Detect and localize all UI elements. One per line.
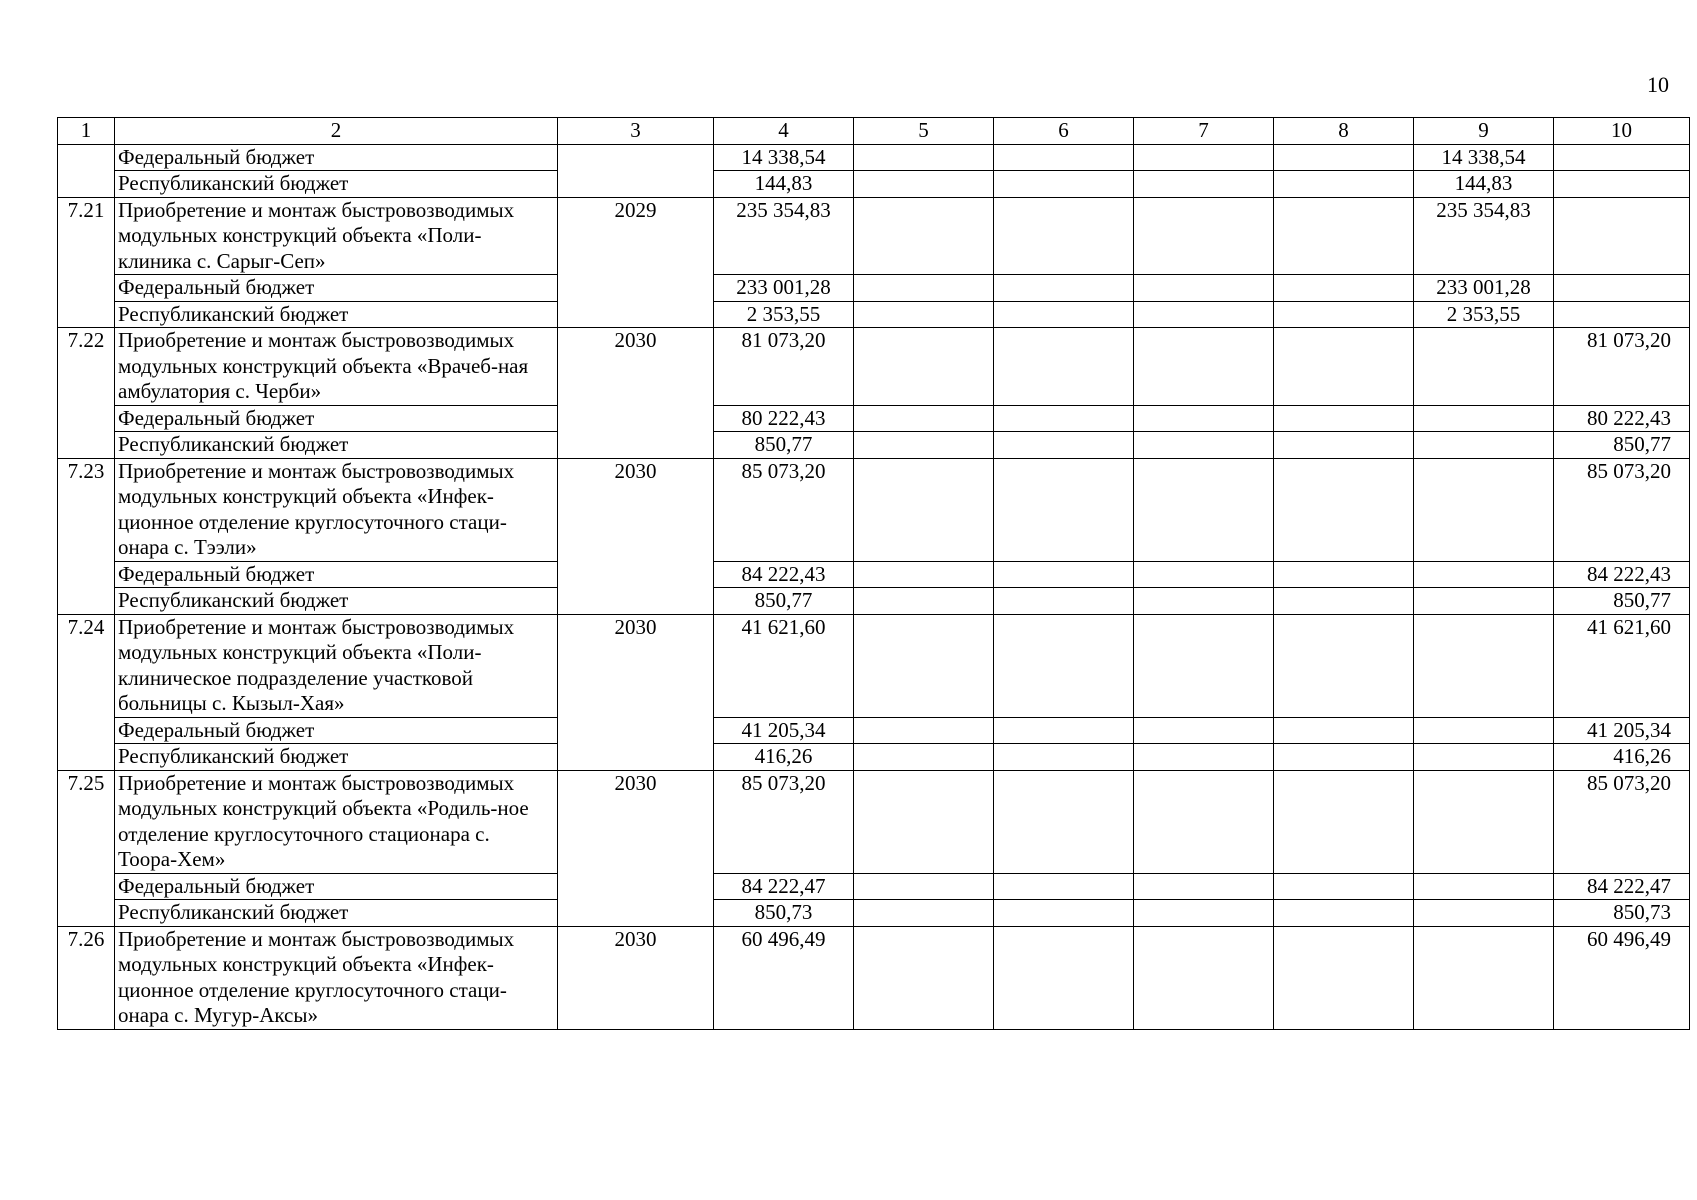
empty-cell — [1134, 926, 1274, 1029]
empty-cell — [854, 432, 994, 459]
empty-cell — [1274, 588, 1414, 615]
republic-budget-label: Республиканский бюджет — [115, 744, 558, 771]
value-cell: 41 621,60 — [714, 614, 854, 717]
federal-budget-label: Федеральный бюджет — [115, 873, 558, 900]
empty-cell — [1134, 328, 1274, 406]
item-number: 7.21 — [58, 197, 115, 328]
empty-cell — [1274, 432, 1414, 459]
column-header: 4 — [714, 118, 854, 145]
value-cell — [1414, 458, 1554, 561]
value-cell — [1414, 770, 1554, 873]
budget-table — [57, 117, 1690, 1030]
column-header: 7 — [1134, 118, 1274, 145]
empty-cell — [994, 197, 1134, 275]
empty-cell — [994, 873, 1134, 900]
empty-cell — [1134, 405, 1274, 432]
empty-cell — [994, 926, 1134, 1029]
column-header: 5 — [854, 118, 994, 145]
table-header-row — [58, 118, 1690, 145]
empty-cell — [854, 301, 994, 328]
value-cell: 2 353,55 — [714, 301, 854, 328]
item-description: Приобретение и монтаж быстровозводимых модульных конструкций объекта «Родиль-ное отделение круглосуточного стационара с. Тоора-Хем» — [115, 770, 558, 873]
empty-cell — [854, 197, 994, 275]
empty-cell — [1554, 171, 1690, 198]
empty-cell — [1134, 144, 1274, 171]
value-cell: 416,26 — [1554, 744, 1690, 771]
value-cell — [1414, 561, 1554, 588]
value-cell: 235 354,83 — [1414, 197, 1554, 275]
empty-cell — [558, 144, 714, 197]
value-cell — [1414, 588, 1554, 615]
value-cell — [1414, 926, 1554, 1029]
value-cell — [1414, 873, 1554, 900]
page-number: 10 — [1647, 72, 1669, 97]
empty-cell — [854, 588, 994, 615]
empty-cell — [854, 144, 994, 171]
item-year: 2030 — [558, 458, 714, 614]
value-cell: 80 222,43 — [1554, 405, 1690, 432]
table-row — [58, 144, 1690, 171]
republic-budget-label: Республиканский бюджет — [115, 432, 558, 459]
value-cell: 144,83 — [1414, 171, 1554, 198]
value-cell — [1414, 900, 1554, 927]
federal-budget-label: Федеральный бюджет — [115, 405, 558, 432]
empty-cell — [1134, 873, 1274, 900]
empty-cell — [1274, 770, 1414, 873]
column-header: 10 — [1554, 118, 1690, 145]
value-cell: 850,73 — [1554, 900, 1690, 927]
item-year: 2030 — [558, 770, 714, 926]
item-year: 2030 — [558, 328, 714, 459]
value-cell — [1554, 275, 1690, 302]
value-cell: 84 222,43 — [1554, 561, 1690, 588]
empty-cell — [1274, 458, 1414, 561]
value-cell: 84 222,43 — [714, 561, 854, 588]
value-cell: 81 073,20 — [714, 328, 854, 406]
empty-cell — [994, 144, 1134, 171]
column-header: 1 — [58, 118, 115, 145]
table-row — [58, 588, 1690, 615]
empty-cell — [1134, 900, 1274, 927]
table-row — [58, 900, 1690, 927]
value-cell: 41 205,34 — [714, 717, 854, 744]
table-row — [58, 171, 1690, 198]
value-cell — [1414, 432, 1554, 459]
value-cell: 60 496,49 — [714, 926, 854, 1029]
value-cell — [1554, 197, 1690, 275]
column-header: 8 — [1274, 118, 1414, 145]
empty-cell — [854, 717, 994, 744]
empty-cell — [994, 458, 1134, 561]
empty-cell — [1134, 614, 1274, 717]
value-cell — [1554, 301, 1690, 328]
value-cell: 85 073,20 — [714, 770, 854, 873]
empty-cell — [1274, 171, 1414, 198]
empty-cell — [994, 717, 1134, 744]
empty-cell — [994, 301, 1134, 328]
empty-cell — [994, 328, 1134, 406]
empty-cell — [994, 744, 1134, 771]
empty-cell — [1274, 873, 1414, 900]
item-number: 7.23 — [58, 458, 115, 614]
table-row — [58, 275, 1690, 302]
empty-cell — [1554, 144, 1690, 171]
table-row — [58, 770, 1690, 873]
column-header: 3 — [558, 118, 714, 145]
empty-cell — [1274, 926, 1414, 1029]
empty-cell — [994, 770, 1134, 873]
value-cell: 85 073,20 — [1554, 458, 1690, 561]
item-description: Приобретение и монтаж быстровозводимых модульных конструкций объекта «Инфек-ционное отделение круглосуточного стаци-онара с. Мугур-Аксы» — [115, 926, 558, 1029]
item-year: 2030 — [558, 926, 714, 1029]
empty-cell — [854, 328, 994, 406]
table-row — [58, 561, 1690, 588]
empty-cell — [1274, 328, 1414, 406]
table-row — [58, 458, 1690, 561]
empty-cell — [994, 614, 1134, 717]
empty-cell — [1274, 900, 1414, 927]
item-year: 2030 — [558, 614, 714, 770]
table-row — [58, 614, 1690, 717]
value-cell: 60 496,49 — [1554, 926, 1690, 1029]
item-description: Приобретение и монтаж быстровозводимых модульных конструкций объекта «Инфек-ционное отделение круглосуточного стаци-онара с. Тээли» — [115, 458, 558, 561]
value-cell: 41 205,34 — [1554, 717, 1690, 744]
table-row — [58, 717, 1690, 744]
republic-budget-label: Республиканский бюджет — [115, 900, 558, 927]
item-description: Приобретение и монтаж быстровозводимых модульных конструкций объекта «Поли-клиника с. Сарыг-Сеп» — [115, 197, 558, 275]
federal-budget-label: Федеральный бюджет — [115, 275, 558, 302]
empty-cell — [1274, 561, 1414, 588]
value-cell — [1414, 717, 1554, 744]
empty-cell — [1134, 432, 1274, 459]
empty-cell — [854, 873, 994, 900]
empty-cell — [854, 275, 994, 302]
empty-cell — [854, 614, 994, 717]
empty-cell — [1274, 144, 1414, 171]
empty-cell — [1274, 717, 1414, 744]
empty-cell — [994, 432, 1134, 459]
empty-cell — [994, 275, 1134, 302]
republic-budget-label: Республиканский бюджет — [115, 301, 558, 328]
item-number: 7.22 — [58, 328, 115, 459]
table-row — [58, 405, 1690, 432]
empty-cell — [1134, 301, 1274, 328]
value-cell: 144,83 — [714, 171, 854, 198]
value-cell — [1414, 614, 1554, 717]
empty-cell — [854, 900, 994, 927]
table-row — [58, 873, 1690, 900]
value-cell: 85 073,20 — [1554, 770, 1690, 873]
empty-cell — [1134, 744, 1274, 771]
value-cell: 850,73 — [714, 900, 854, 927]
column-header: 9 — [1414, 118, 1554, 145]
empty-cell — [994, 405, 1134, 432]
value-cell: 2 353,55 — [1414, 301, 1554, 328]
table-row — [58, 301, 1690, 328]
empty-cell — [854, 458, 994, 561]
empty-cell — [1274, 301, 1414, 328]
column-header: 6 — [994, 118, 1134, 145]
empty-cell — [994, 588, 1134, 615]
federal-budget-label: Федеральный бюджет — [115, 561, 558, 588]
empty-cell — [854, 171, 994, 198]
value-cell: 233 001,28 — [714, 275, 854, 302]
value-cell — [1414, 744, 1554, 771]
item-description: Приобретение и монтаж быстровозводимых модульных конструкций объекта «Поли-клиническое подразделение участковой больницы с. Кызыл-Хая» — [115, 614, 558, 717]
empty-cell — [994, 171, 1134, 198]
table-row — [58, 197, 1690, 275]
empty-cell — [1134, 171, 1274, 198]
item-year: 2029 — [558, 197, 714, 328]
empty-cell — [1134, 588, 1274, 615]
column-header: 2 — [115, 118, 558, 145]
value-cell: 850,77 — [714, 432, 854, 459]
empty-cell — [1274, 614, 1414, 717]
value-cell: 84 222,47 — [714, 873, 854, 900]
empty-cell — [994, 561, 1134, 588]
value-cell: 850,77 — [1554, 432, 1690, 459]
empty-cell — [854, 561, 994, 588]
value-cell: 14 338,54 — [1414, 144, 1554, 171]
empty-cell — [1274, 197, 1414, 275]
value-cell: 85 073,20 — [714, 458, 854, 561]
empty-cell — [1134, 275, 1274, 302]
empty-cell — [1134, 717, 1274, 744]
value-cell: 84 222,47 — [1554, 873, 1690, 900]
item-number: 7.25 — [58, 770, 115, 926]
empty-cell — [1134, 770, 1274, 873]
republic-budget-label: Республиканский бюджет — [115, 588, 558, 615]
value-cell: 850,77 — [1554, 588, 1690, 615]
item-description: Приобретение и монтаж быстровозводимых модульных конструкций объекта «Врачеб-ная амбулатория с. Черби» — [115, 328, 558, 406]
table-row — [58, 744, 1690, 771]
empty-cell — [58, 144, 115, 197]
item-number: 7.26 — [58, 926, 115, 1029]
value-cell: 41 621,60 — [1554, 614, 1690, 717]
value-cell: 81 073,20 — [1554, 328, 1690, 406]
value-cell: 80 222,43 — [714, 405, 854, 432]
empty-cell — [854, 926, 994, 1029]
federal-budget-label: Федеральный бюджет — [115, 717, 558, 744]
value-cell: 416,26 — [714, 744, 854, 771]
empty-cell — [1134, 197, 1274, 275]
empty-cell — [1134, 561, 1274, 588]
value-cell — [1414, 405, 1554, 432]
empty-cell — [1274, 405, 1414, 432]
row-label: Федеральный бюджет — [115, 144, 558, 171]
empty-cell — [1134, 458, 1274, 561]
value-cell — [1414, 328, 1554, 406]
empty-cell — [1274, 744, 1414, 771]
empty-cell — [854, 770, 994, 873]
empty-cell — [854, 405, 994, 432]
table-row — [58, 432, 1690, 459]
value-cell: 233 001,28 — [1414, 275, 1554, 302]
value-cell: 850,77 — [714, 588, 854, 615]
table-row — [58, 328, 1690, 406]
empty-cell — [854, 744, 994, 771]
empty-cell — [1274, 275, 1414, 302]
table-row — [58, 926, 1690, 1029]
item-number: 7.24 — [58, 614, 115, 770]
value-cell: 14 338,54 — [714, 144, 854, 171]
empty-cell — [994, 900, 1134, 927]
value-cell: 235 354,83 — [714, 197, 854, 275]
row-label: Республиканский бюджет — [115, 171, 558, 198]
